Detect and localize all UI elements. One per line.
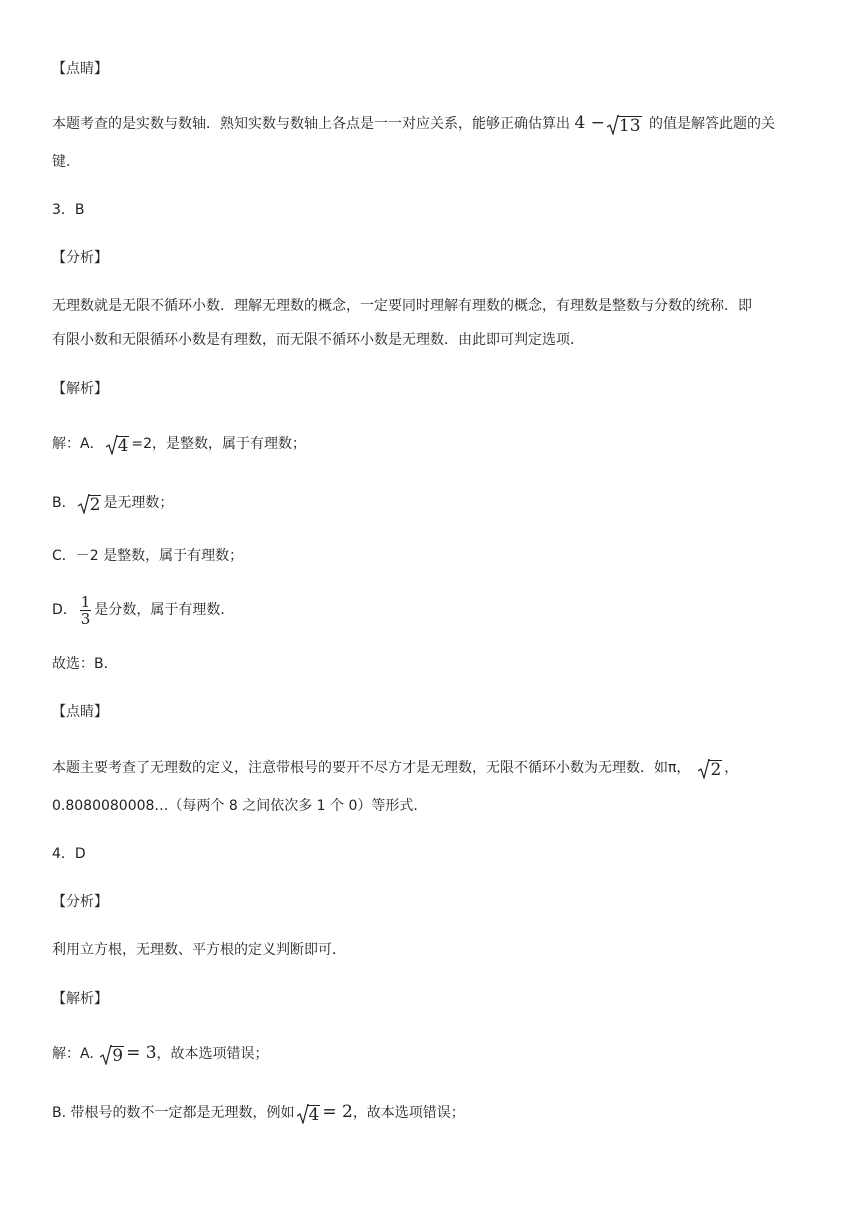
- text: ，故本选项错误；: [352, 1105, 465, 1121]
- option-line-c: C．－2 是整数，属于有理数；: [52, 548, 244, 564]
- radicand: 9: [112, 1046, 124, 1066]
- radicand: 13: [618, 116, 641, 136]
- math-expression: [98, 1043, 157, 1066]
- option-line-a: [52, 1043, 269, 1066]
- option-line-a: [52, 433, 306, 456]
- conclusion-line: 故选：B．: [52, 656, 118, 672]
- section-heading-dianjing: 【点睛】: [52, 704, 108, 720]
- math-expression: [574, 113, 649, 136]
- math-text: = 3: [126, 1043, 157, 1063]
- paragraph-line: 有限小数和无限循环小数是有理数，而无限不循环小数是无理数．由此即可判定选项．: [52, 332, 584, 348]
- square-root: [698, 760, 722, 780]
- math-text: 4 −: [574, 113, 605, 133]
- text: D．: [52, 602, 77, 618]
- numerator: 1: [80, 592, 91, 611]
- radicand: 4: [117, 436, 129, 456]
- section-heading-fenxi: 【分析】: [52, 894, 108, 910]
- text: 本题考查的是实数与数轴．熟知实数与数轴上各点是一一对应关系，能够正确估算出: [52, 116, 570, 132]
- text: 解：A.: [52, 1046, 94, 1062]
- denominator: 3: [80, 609, 91, 628]
- math-expression: [104, 433, 132, 456]
- fraction: [80, 594, 92, 627]
- text: 是分数，属于有理数．: [94, 602, 235, 618]
- text: ，: [724, 760, 739, 776]
- text: B．: [52, 495, 76, 511]
- paragraph-line: 0.8080080008…（每两个 8 之间依次多 1 个 0）等形式．: [52, 798, 428, 814]
- paragraph-line: 键．: [52, 154, 80, 170]
- square-root: [607, 116, 642, 136]
- text: 是无理数；: [103, 495, 174, 511]
- paragraph-line: [52, 757, 738, 780]
- square-root: [297, 1105, 321, 1125]
- radicand: 2: [710, 760, 722, 780]
- text: 本题主要考查了无理数的定义，注意带根号的要开不尽方才是无理数，无限不循环小数为无理数．如π，: [52, 760, 691, 776]
- paragraph-line: [52, 113, 775, 136]
- text: =2，是整数，属于有理数；: [131, 436, 307, 452]
- text: B. 带根号的数不一定都是无理数，例如: [52, 1105, 295, 1121]
- math-expression: [696, 757, 724, 780]
- radicand: 4: [308, 1105, 320, 1125]
- text: ，故本选项错误；: [156, 1046, 269, 1062]
- square-root: [78, 495, 102, 515]
- radicand: 2: [89, 495, 101, 515]
- option-line-d: [52, 593, 234, 627]
- paragraph-line: 利用立方根，无理数、平方根的定义判断即可．: [52, 942, 346, 958]
- math-expression: [295, 1102, 353, 1125]
- math-text: = 2: [322, 1102, 353, 1122]
- math-expression: [76, 492, 104, 515]
- section-heading-fenxi: 【分析】: [52, 250, 108, 266]
- section-heading-dianjing: 【点睛】: [52, 61, 108, 77]
- square-root: [106, 436, 130, 456]
- answer-label: 4．D: [52, 846, 86, 862]
- section-heading-jiexi: 【解析】: [52, 991, 108, 1007]
- text: 解：A．: [52, 436, 104, 452]
- section-heading-jiexi: 【解析】: [52, 381, 108, 397]
- answer-label: 3．B: [52, 202, 85, 218]
- option-line-b: [52, 492, 173, 515]
- paragraph-line: 无理数就是无限不循环小数．理解无理数的概念，一定要同时理解有理数的概念，有理数是整数与分数的统称．即: [52, 298, 752, 314]
- square-root: [100, 1046, 124, 1066]
- text: 的值是解答此题的关: [648, 116, 775, 132]
- option-line-b: [52, 1102, 465, 1125]
